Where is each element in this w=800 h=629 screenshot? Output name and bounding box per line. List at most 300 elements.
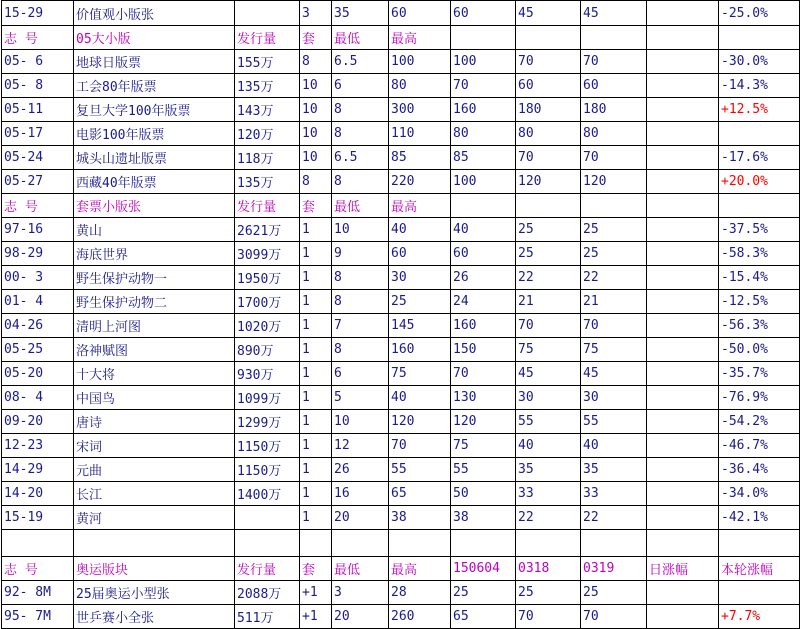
cell-daily-change[interactable] bbox=[647, 290, 719, 314]
cell-stamp-id[interactable]: 97-16 bbox=[2, 218, 74, 242]
cell-price-col-3[interactable]: 60 bbox=[581, 74, 647, 98]
cell-price-col-2[interactable]: 180 bbox=[516, 98, 581, 122]
cell-set-count[interactable]: 3 bbox=[300, 1, 332, 26]
cell-price-col-2[interactable]: 75 bbox=[516, 338, 581, 362]
cell-stamp-name[interactable] bbox=[74, 530, 235, 557]
cell-issue-quantity[interactable]: 135万 bbox=[235, 170, 300, 194]
cell-daily-change[interactable] bbox=[647, 386, 719, 410]
cell-high-price[interactable]: 55 bbox=[389, 458, 451, 482]
cell-stamp-name[interactable]: 复旦大学100年版票 bbox=[74, 98, 235, 122]
cell-round-change[interactable]: -17.6% bbox=[719, 146, 800, 170]
cell-high-price[interactable]: 300 bbox=[389, 98, 451, 122]
cell-stamp-name[interactable]: 05大小版 bbox=[74, 26, 235, 50]
cell-price-col-1[interactable]: 65 bbox=[451, 605, 516, 629]
cell-price-col-2[interactable]: 70 bbox=[516, 146, 581, 170]
cell-price-col-3[interactable]: 70 bbox=[581, 50, 647, 74]
cell-issue-quantity[interactable] bbox=[235, 1, 300, 26]
cell-price-col-1[interactable]: 85 bbox=[451, 146, 516, 170]
cell-daily-change[interactable] bbox=[647, 434, 719, 458]
cell-price-col-3[interactable] bbox=[581, 26, 647, 50]
cell-low-price[interactable]: 7 bbox=[332, 314, 389, 338]
cell-price-col-3[interactable]: 70 bbox=[581, 146, 647, 170]
cell-set-count[interactable]: 1 bbox=[300, 506, 332, 530]
cell-high-price[interactable]: 100 bbox=[389, 50, 451, 74]
cell-issue-quantity[interactable] bbox=[235, 506, 300, 530]
cell-daily-change[interactable] bbox=[647, 458, 719, 482]
cell-low-price[interactable]: 8 bbox=[332, 290, 389, 314]
cell-price-col-1[interactable]: 70 bbox=[451, 362, 516, 386]
cell-price-col-2[interactable] bbox=[516, 26, 581, 50]
cell-low-price[interactable]: 6 bbox=[332, 362, 389, 386]
cell-low-price[interactable]: 3 bbox=[332, 581, 389, 605]
cell-price-col-2[interactable]: 80 bbox=[516, 122, 581, 146]
cell-issue-quantity[interactable]: 930万 bbox=[235, 362, 300, 386]
cell-high-price[interactable]: 28 bbox=[389, 581, 451, 605]
cell-daily-change[interactable] bbox=[647, 26, 719, 50]
cell-price-col-2[interactable]: 70 bbox=[516, 605, 581, 629]
cell-low-price[interactable]: 35 bbox=[332, 1, 389, 26]
cell-issue-quantity[interactable]: 2088万 bbox=[235, 581, 300, 605]
cell-set-count[interactable]: 1 bbox=[300, 290, 332, 314]
cell-high-price[interactable]: 最高 bbox=[389, 557, 451, 581]
cell-stamp-name[interactable]: 长江 bbox=[74, 482, 235, 506]
cell-high-price[interactable]: 38 bbox=[389, 506, 451, 530]
cell-set-count[interactable] bbox=[300, 530, 332, 557]
cell-set-count[interactable]: 1 bbox=[300, 242, 332, 266]
cell-price-col-3[interactable] bbox=[581, 194, 647, 218]
cell-stamp-id[interactable] bbox=[2, 530, 74, 557]
cell-high-price[interactable]: 65 bbox=[389, 482, 451, 506]
cell-high-price[interactable]: 85 bbox=[389, 146, 451, 170]
table-row bbox=[2, 506, 800, 530]
cell-price-col-3[interactable]: 25 bbox=[581, 218, 647, 242]
cell-price-col-2[interactable]: 21 bbox=[516, 290, 581, 314]
cell-stamp-id[interactable]: 志 号 bbox=[2, 194, 74, 218]
cell-high-price[interactable]: 最高 bbox=[389, 194, 451, 218]
cell-stamp-id[interactable]: 05-20 bbox=[2, 362, 74, 386]
cell-high-price[interactable]: 75 bbox=[389, 362, 451, 386]
cell-price-col-2[interactable]: 70 bbox=[516, 314, 581, 338]
cell-stamp-name[interactable]: 洛神赋图 bbox=[74, 338, 235, 362]
cell-price-col-1[interactable]: 75 bbox=[451, 434, 516, 458]
cell-stamp-id[interactable]: 09-20 bbox=[2, 410, 74, 434]
cell-stamp-name[interactable]: 城头山遗址版票 bbox=[74, 146, 235, 170]
cell-round-change[interactable]: -34.0% bbox=[719, 482, 800, 506]
cell-daily-change[interactable] bbox=[647, 122, 719, 146]
cell-issue-quantity[interactable]: 发行量 bbox=[235, 194, 300, 218]
cell-high-price[interactable]: 25 bbox=[389, 290, 451, 314]
cell-low-price[interactable]: 8 bbox=[332, 170, 389, 194]
cell-price-col-2[interactable]: 45 bbox=[516, 1, 581, 26]
cell-price-col-2[interactable]: 35 bbox=[516, 458, 581, 482]
cell-high-price[interactable]: 80 bbox=[389, 74, 451, 98]
cell-price-col-2[interactable]: 60 bbox=[516, 74, 581, 98]
cell-stamp-name[interactable]: 西藏40年版票 bbox=[74, 170, 235, 194]
cell-low-price[interactable]: 6 bbox=[332, 74, 389, 98]
cell-issue-quantity[interactable]: 1099万 bbox=[235, 386, 300, 410]
cell-price-col-2[interactable]: 120 bbox=[516, 170, 581, 194]
cell-low-price[interactable]: 12 bbox=[332, 434, 389, 458]
cell-low-price[interactable]: 6.5 bbox=[332, 146, 389, 170]
cell-set-count[interactable]: 1 bbox=[300, 314, 332, 338]
table-row bbox=[2, 581, 800, 605]
cell-price-col-3[interactable]: 30 bbox=[581, 386, 647, 410]
cell-daily-change[interactable] bbox=[647, 242, 719, 266]
cell-price-col-1[interactable] bbox=[451, 194, 516, 218]
cell-price-col-3[interactable]: 70 bbox=[581, 314, 647, 338]
cell-stamp-name[interactable]: 海底世界 bbox=[74, 242, 235, 266]
cell-issue-quantity[interactable]: 890万 bbox=[235, 338, 300, 362]
cell-price-col-1[interactable]: 130 bbox=[451, 386, 516, 410]
cell-daily-change[interactable] bbox=[647, 530, 719, 557]
cell-issue-quantity[interactable]: 1150万 bbox=[235, 434, 300, 458]
cell-price-col-2[interactable]: 0318 bbox=[516, 557, 581, 581]
table-row bbox=[2, 146, 800, 170]
cell-high-price[interactable]: 145 bbox=[389, 314, 451, 338]
cell-low-price[interactable]: 8 bbox=[332, 266, 389, 290]
cell-high-price[interactable]: 最高 bbox=[389, 26, 451, 50]
cell-stamp-id[interactable]: 05-25 bbox=[2, 338, 74, 362]
cell-set-count[interactable]: 1 bbox=[300, 458, 332, 482]
cell-price-col-2[interactable]: 25 bbox=[516, 218, 581, 242]
cell-round-change[interactable] bbox=[719, 581, 800, 605]
cell-set-count[interactable]: 1 bbox=[300, 338, 332, 362]
cell-set-count[interactable]: 1 bbox=[300, 410, 332, 434]
cell-issue-quantity[interactable]: 3099万 bbox=[235, 242, 300, 266]
cell-low-price[interactable]: 最低 bbox=[332, 26, 389, 50]
cell-set-count[interactable]: 8 bbox=[300, 170, 332, 194]
cell-round-change[interactable]: -76.9% bbox=[719, 386, 800, 410]
cell-round-change[interactable]: 本轮涨幅 bbox=[719, 557, 800, 581]
cell-round-change[interactable]: +12.5% bbox=[719, 98, 800, 122]
cell-price-col-1[interactable]: 55 bbox=[451, 458, 516, 482]
cell-price-col-3[interactable]: 22 bbox=[581, 266, 647, 290]
cell-round-change[interactable]: -50.0% bbox=[719, 338, 800, 362]
cell-price-col-1[interactable]: 120 bbox=[451, 410, 516, 434]
cell-set-count[interactable]: 1 bbox=[300, 386, 332, 410]
cell-low-price[interactable]: 5 bbox=[332, 386, 389, 410]
cell-set-count[interactable]: 套 bbox=[300, 194, 332, 218]
cell-high-price[interactable]: 160 bbox=[389, 338, 451, 362]
cell-high-price[interactable]: 60 bbox=[389, 242, 451, 266]
cell-issue-quantity[interactable]: 2621万 bbox=[235, 218, 300, 242]
cell-price-col-1[interactable] bbox=[451, 26, 516, 50]
cell-price-col-2[interactable]: 22 bbox=[516, 506, 581, 530]
cell-price-col-2[interactable]: 25 bbox=[516, 242, 581, 266]
cell-daily-change[interactable] bbox=[647, 482, 719, 506]
cell-stamp-id[interactable]: 05-27 bbox=[2, 170, 74, 194]
cell-round-change[interactable]: -30.0% bbox=[719, 50, 800, 74]
cell-price-col-2[interactable]: 55 bbox=[516, 410, 581, 434]
cell-issue-quantity[interactable]: 155万 bbox=[235, 50, 300, 74]
cell-round-change[interactable]: -37.5% bbox=[719, 218, 800, 242]
cell-low-price[interactable]: 10 bbox=[332, 410, 389, 434]
cell-set-count[interactable]: 10 bbox=[300, 122, 332, 146]
cell-daily-change[interactable] bbox=[647, 338, 719, 362]
cell-round-change[interactable] bbox=[719, 530, 800, 557]
cell-price-col-3[interactable]: 70 bbox=[581, 605, 647, 629]
cell-high-price[interactable]: 40 bbox=[389, 218, 451, 242]
cell-price-col-3[interactable] bbox=[581, 530, 647, 557]
cell-round-change[interactable]: -14.3% bbox=[719, 74, 800, 98]
cell-stamp-name[interactable]: 套票小版张 bbox=[74, 194, 235, 218]
table-row bbox=[2, 122, 800, 146]
cell-price-col-3[interactable]: 75 bbox=[581, 338, 647, 362]
cell-low-price[interactable] bbox=[332, 530, 389, 557]
table-row bbox=[2, 242, 800, 266]
cell-set-count[interactable]: 1 bbox=[300, 362, 332, 386]
cell-issue-quantity[interactable]: 1020万 bbox=[235, 314, 300, 338]
cell-set-count[interactable]: 10 bbox=[300, 74, 332, 98]
cell-issue-quantity[interactable]: 1700万 bbox=[235, 290, 300, 314]
cell-price-col-2[interactable]: 45 bbox=[516, 362, 581, 386]
cell-price-col-1[interactable]: 100 bbox=[451, 50, 516, 74]
cell-issue-quantity[interactable] bbox=[235, 530, 300, 557]
cell-high-price[interactable]: 110 bbox=[389, 122, 451, 146]
cell-low-price[interactable]: 8 bbox=[332, 98, 389, 122]
cell-price-col-2[interactable]: 25 bbox=[516, 581, 581, 605]
table-row bbox=[2, 386, 800, 410]
cell-stamp-name[interactable]: 工会80年版票 bbox=[74, 74, 235, 98]
cell-price-col-3[interactable]: 25 bbox=[581, 242, 647, 266]
cell-round-change[interactable]: -35.7% bbox=[719, 362, 800, 386]
cell-price-col-1[interactable]: 80 bbox=[451, 122, 516, 146]
cell-set-count[interactable]: 1 bbox=[300, 266, 332, 290]
cell-issue-quantity[interactable]: 118万 bbox=[235, 146, 300, 170]
cell-issue-quantity[interactable]: 发行量 bbox=[235, 26, 300, 50]
cell-high-price[interactable]: 60 bbox=[389, 1, 451, 26]
cell-price-col-3[interactable]: 80 bbox=[581, 122, 647, 146]
cell-price-col-1[interactable]: 24 bbox=[451, 290, 516, 314]
cell-daily-change[interactable] bbox=[647, 50, 719, 74]
cell-stamp-id[interactable]: 15-19 bbox=[2, 506, 74, 530]
cell-stamp-name[interactable]: 中国鸟 bbox=[74, 386, 235, 410]
cell-daily-change[interactable] bbox=[647, 506, 719, 530]
cell-round-change[interactable]: -42.1% bbox=[719, 506, 800, 530]
cell-price-col-2[interactable] bbox=[516, 194, 581, 218]
cell-price-col-1[interactable] bbox=[451, 530, 516, 557]
cell-stamp-id[interactable]: 志 号 bbox=[2, 557, 74, 581]
cell-daily-change[interactable] bbox=[647, 314, 719, 338]
cell-round-change[interactable]: -12.5% bbox=[719, 290, 800, 314]
cell-stamp-name[interactable]: 野生保护动物二 bbox=[74, 290, 235, 314]
cell-price-col-1[interactable]: 60 bbox=[451, 242, 516, 266]
table-row bbox=[2, 98, 800, 122]
cell-stamp-name[interactable]: 地球日版票 bbox=[74, 50, 235, 74]
cell-daily-change[interactable] bbox=[647, 362, 719, 386]
cell-stamp-id[interactable]: 14-20 bbox=[2, 482, 74, 506]
cell-set-count[interactable]: 套 bbox=[300, 26, 332, 50]
cell-round-change[interactable]: -46.7% bbox=[719, 434, 800, 458]
cell-stamp-name[interactable]: 宋词 bbox=[74, 434, 235, 458]
cell-daily-change[interactable] bbox=[647, 194, 719, 218]
cell-low-price[interactable]: 6.5 bbox=[332, 50, 389, 74]
cell-price-col-3[interactable]: 25 bbox=[581, 581, 647, 605]
cell-stamp-id[interactable]: 98-29 bbox=[2, 242, 74, 266]
cell-round-change[interactable]: -36.4% bbox=[719, 458, 800, 482]
cell-price-col-1[interactable]: 70 bbox=[451, 74, 516, 98]
cell-issue-quantity[interactable]: 135万 bbox=[235, 74, 300, 98]
cell-high-price[interactable]: 120 bbox=[389, 410, 451, 434]
cell-price-col-3[interactable]: 40 bbox=[581, 434, 647, 458]
cell-round-change[interactable]: +20.0% bbox=[719, 170, 800, 194]
cell-price-col-3[interactable]: 45 bbox=[581, 362, 647, 386]
cell-low-price[interactable]: 最低 bbox=[332, 194, 389, 218]
table-row bbox=[2, 410, 800, 434]
cell-round-change[interactable]: -56.3% bbox=[719, 314, 800, 338]
cell-round-change[interactable]: -58.3% bbox=[719, 242, 800, 266]
cell-daily-change[interactable]: 日涨幅 bbox=[647, 557, 719, 581]
cell-price-col-1[interactable]: 160 bbox=[451, 314, 516, 338]
cell-daily-change[interactable] bbox=[647, 410, 719, 434]
cell-price-col-3[interactable]: 35 bbox=[581, 458, 647, 482]
cell-set-count[interactable]: 1 bbox=[300, 482, 332, 506]
cell-round-change[interactable]: -15.4% bbox=[719, 266, 800, 290]
cell-low-price[interactable]: 20 bbox=[332, 506, 389, 530]
cell-daily-change[interactable] bbox=[647, 1, 719, 26]
cell-stamp-id[interactable]: 15-29 bbox=[2, 1, 74, 26]
cell-daily-change[interactable] bbox=[647, 74, 719, 98]
cell-issue-quantity[interactable]: 发行量 bbox=[235, 557, 300, 581]
cell-stamp-name[interactable]: 世乒赛小全张 bbox=[74, 605, 235, 629]
cell-issue-quantity[interactable]: 1950万 bbox=[235, 266, 300, 290]
cell-low-price[interactable]: 26 bbox=[332, 458, 389, 482]
cell-price-col-1[interactable]: 26 bbox=[451, 266, 516, 290]
cell-issue-quantity[interactable]: 120万 bbox=[235, 122, 300, 146]
cell-daily-change[interactable] bbox=[647, 581, 719, 605]
cell-low-price[interactable]: 最低 bbox=[332, 557, 389, 581]
cell-round-change[interactable]: -25.0% bbox=[719, 1, 800, 26]
cell-round-change[interactable] bbox=[719, 194, 800, 218]
cell-round-change[interactable]: -54.2% bbox=[719, 410, 800, 434]
cell-issue-quantity[interactable]: 1299万 bbox=[235, 410, 300, 434]
cell-stamp-id[interactable]: 08- 4 bbox=[2, 386, 74, 410]
cell-set-count[interactable]: 10 bbox=[300, 98, 332, 122]
cell-stamp-id[interactable]: 04-26 bbox=[2, 314, 74, 338]
cell-stamp-name[interactable]: 25届奥运小型张 bbox=[74, 581, 235, 605]
cell-stamp-id[interactable]: 05- 6 bbox=[2, 50, 74, 74]
cell-high-price[interactable]: 30 bbox=[389, 266, 451, 290]
cell-stamp-id[interactable]: 05-24 bbox=[2, 146, 74, 170]
cell-stamp-id[interactable]: 01- 4 bbox=[2, 290, 74, 314]
cell-daily-change[interactable] bbox=[647, 218, 719, 242]
cell-daily-change[interactable] bbox=[647, 170, 719, 194]
cell-price-col-2[interactable]: 33 bbox=[516, 482, 581, 506]
cell-high-price[interactable] bbox=[389, 530, 451, 557]
header-row bbox=[2, 26, 800, 50]
cell-low-price[interactable]: 20 bbox=[332, 605, 389, 629]
cell-low-price[interactable]: 9 bbox=[332, 242, 389, 266]
cell-price-col-3[interactable]: 22 bbox=[581, 506, 647, 530]
header-row bbox=[2, 557, 800, 581]
table-row bbox=[2, 1, 800, 26]
cell-price-col-1[interactable]: 100 bbox=[451, 170, 516, 194]
table-row bbox=[2, 362, 800, 386]
cell-price-col-2[interactable]: 30 bbox=[516, 386, 581, 410]
cell-stamp-name[interactable]: 元曲 bbox=[74, 458, 235, 482]
cell-stamp-name[interactable]: 黄河 bbox=[74, 506, 235, 530]
cell-round-change[interactable]: +7.7% bbox=[719, 605, 800, 629]
cell-price-col-3[interactable]: 55 bbox=[581, 410, 647, 434]
cell-stamp-id[interactable]: 00- 3 bbox=[2, 266, 74, 290]
table-row bbox=[2, 314, 800, 338]
cell-stamp-id[interactable]: 14-29 bbox=[2, 458, 74, 482]
cell-price-col-3[interactable]: 45 bbox=[581, 1, 647, 26]
cell-price-col-1[interactable]: 38 bbox=[451, 506, 516, 530]
cell-stamp-name[interactable]: 电影100年版票 bbox=[74, 122, 235, 146]
cell-stamp-id[interactable]: 12-23 bbox=[2, 434, 74, 458]
cell-price-col-1[interactable]: 40 bbox=[451, 218, 516, 242]
cell-stamp-id[interactable]: 05-11 bbox=[2, 98, 74, 122]
cell-stamp-name[interactable]: 野生保护动物一 bbox=[74, 266, 235, 290]
cell-set-count[interactable]: 1 bbox=[300, 434, 332, 458]
cell-price-col-3[interactable]: 180 bbox=[581, 98, 647, 122]
cell-price-col-1[interactable]: 150604 bbox=[451, 557, 516, 581]
cell-high-price[interactable]: 220 bbox=[389, 170, 451, 194]
cell-daily-change[interactable] bbox=[647, 98, 719, 122]
cell-set-count[interactable]: 8 bbox=[300, 50, 332, 74]
cell-price-col-2[interactable]: 22 bbox=[516, 266, 581, 290]
table-row bbox=[2, 338, 800, 362]
cell-stamp-id[interactable]: 志 号 bbox=[2, 26, 74, 50]
cell-stamp-id[interactable]: 05-17 bbox=[2, 122, 74, 146]
cell-stamp-name[interactable]: 价值观小版张 bbox=[74, 1, 235, 26]
cell-daily-change[interactable] bbox=[647, 146, 719, 170]
cell-set-count[interactable]: +1 bbox=[300, 605, 332, 629]
cell-stamp-name[interactable]: 奥运版块 bbox=[74, 557, 235, 581]
cell-stamp-id[interactable]: 95- 7M bbox=[2, 605, 74, 629]
cell-set-count[interactable]: 10 bbox=[300, 146, 332, 170]
cell-stamp-name[interactable]: 清明上河图 bbox=[74, 314, 235, 338]
cell-price-col-2[interactable] bbox=[516, 530, 581, 557]
cell-price-col-2[interactable]: 70 bbox=[516, 50, 581, 74]
cell-set-count[interactable]: 1 bbox=[300, 218, 332, 242]
cell-price-col-1[interactable]: 150 bbox=[451, 338, 516, 362]
cell-high-price[interactable]: 70 bbox=[389, 434, 451, 458]
cell-stamp-name[interactable]: 唐诗 bbox=[74, 410, 235, 434]
cell-price-col-3[interactable]: 33 bbox=[581, 482, 647, 506]
cell-issue-quantity[interactable]: 143万 bbox=[235, 98, 300, 122]
cell-high-price[interactable]: 40 bbox=[389, 386, 451, 410]
cell-low-price[interactable]: 8 bbox=[332, 338, 389, 362]
cell-low-price[interactable]: 10 bbox=[332, 218, 389, 242]
cell-daily-change[interactable] bbox=[647, 266, 719, 290]
cell-high-price[interactable]: 260 bbox=[389, 605, 451, 629]
cell-stamp-id[interactable]: 05- 8 bbox=[2, 74, 74, 98]
cell-price-col-1[interactable]: 60 bbox=[451, 1, 516, 26]
cell-price-col-1[interactable]: 160 bbox=[451, 98, 516, 122]
cell-price-col-2[interactable]: 40 bbox=[516, 434, 581, 458]
cell-stamp-name[interactable]: 十大将 bbox=[74, 362, 235, 386]
cell-set-count[interactable]: 套 bbox=[300, 557, 332, 581]
cell-round-change[interactable] bbox=[719, 122, 800, 146]
cell-price-col-3[interactable]: 21 bbox=[581, 290, 647, 314]
cell-price-col-1[interactable]: 50 bbox=[451, 482, 516, 506]
cell-stamp-id[interactable]: 92- 8M bbox=[2, 581, 74, 605]
cell-price-col-3[interactable]: 0319 bbox=[581, 557, 647, 581]
table-row bbox=[2, 170, 800, 194]
cell-issue-quantity[interactable]: 511万 bbox=[235, 605, 300, 629]
cell-round-change[interactable] bbox=[719, 26, 800, 50]
cell-set-count[interactable]: +1 bbox=[300, 581, 332, 605]
cell-low-price[interactable]: 16 bbox=[332, 482, 389, 506]
cell-stamp-name[interactable]: 黄山 bbox=[74, 218, 235, 242]
cell-issue-quantity[interactable]: 1400万 bbox=[235, 482, 300, 506]
cell-issue-quantity[interactable]: 1150万 bbox=[235, 458, 300, 482]
cell-price-col-1[interactable]: 25 bbox=[451, 581, 516, 605]
cell-price-col-3[interactable]: 120 bbox=[581, 170, 647, 194]
cell-low-price[interactable]: 8 bbox=[332, 122, 389, 146]
